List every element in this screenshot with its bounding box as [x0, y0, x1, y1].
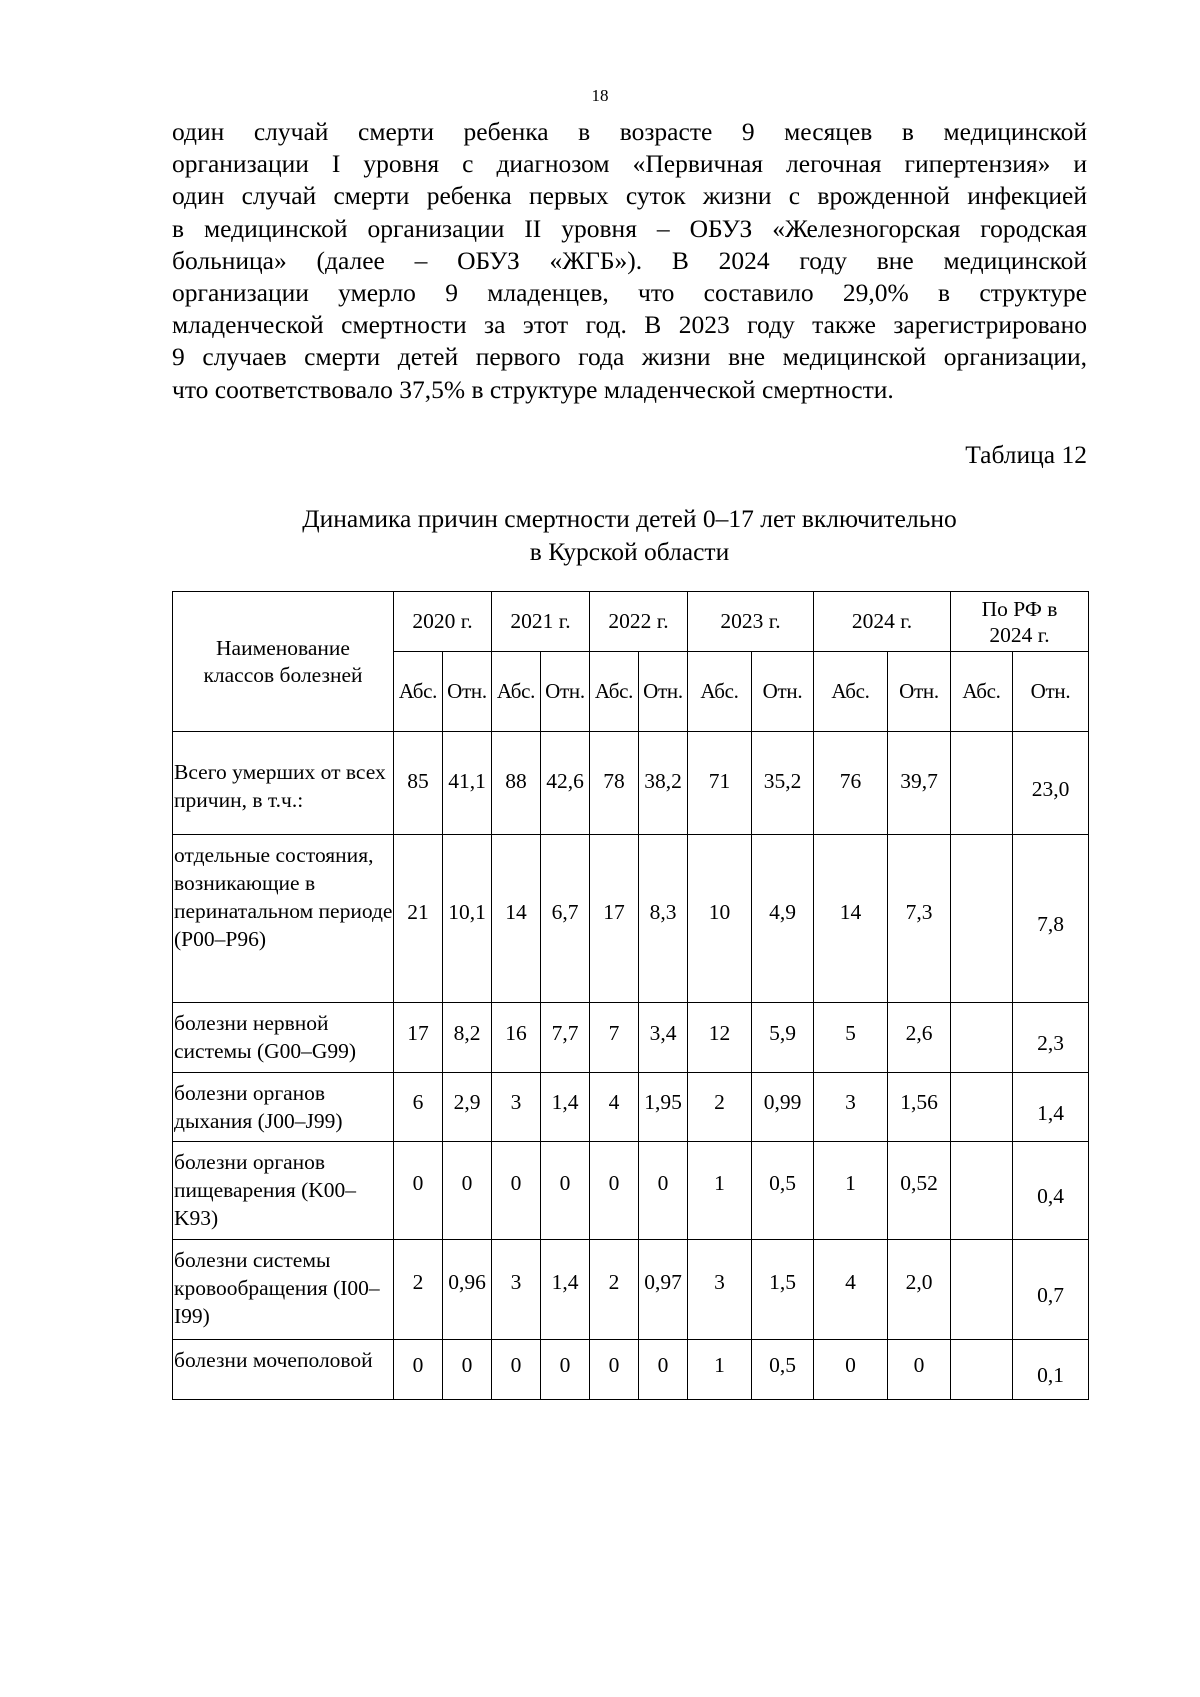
table-cell: 3 [688, 1240, 752, 1340]
paragraph-line: 9 случаев смерти детей первого года жизни вне медицинской организации, [172, 342, 1087, 372]
table-cell: 35,2 [752, 732, 814, 835]
table-cell: 0 [443, 1142, 492, 1240]
column-header-year: По РФ в 2024 г. [951, 592, 1089, 652]
table-cell: 0 [443, 1340, 492, 1400]
table-cell: 0,97 [639, 1240, 688, 1340]
table-cell: 8,3 [639, 835, 688, 1003]
table-cell: 10,1 [443, 835, 492, 1003]
table-cell: 85 [394, 732, 443, 835]
table-cell [951, 1003, 1013, 1073]
column-subheader: Абс. [951, 652, 1013, 732]
table-row [173, 1073, 1089, 1142]
table-title-line: в Курской области [529, 537, 730, 566]
table-cell: 0,99 [752, 1073, 814, 1142]
table-cell: 1,4 [1013, 1073, 1089, 1142]
table-cell: 8,2 [443, 1003, 492, 1073]
mortality-table [172, 591, 1089, 1400]
column-subheader: Отн. [1013, 652, 1089, 732]
column-subheader: Отн. [639, 652, 688, 732]
table-cell: 6,7 [541, 835, 590, 1003]
table-cell: 1,4 [541, 1073, 590, 1142]
table-cell: 38,2 [639, 732, 688, 835]
column-subheader: Абс. [590, 652, 639, 732]
table-cell: 42,6 [541, 732, 590, 835]
row-label: болезни системы кровообращения (I00–I99) [173, 1240, 394, 1340]
table-row [173, 732, 1089, 835]
table-cell: 2,6 [888, 1003, 951, 1073]
row-label: болезни мочеполовой [173, 1340, 394, 1400]
table-cell: 0,1 [1013, 1340, 1089, 1400]
table-cell: 0 [492, 1142, 541, 1240]
column-subheader: Отн. [752, 652, 814, 732]
table-cell: 76 [814, 732, 888, 835]
body-paragraph [172, 116, 1087, 406]
table-cell: 0,4 [1013, 1142, 1089, 1240]
column-header-year: 2021 г. [492, 592, 590, 652]
table-cell: 0 [814, 1340, 888, 1400]
table-cell: 0 [541, 1340, 590, 1400]
column-subheader: Абс. [492, 652, 541, 732]
table-cell [951, 835, 1013, 1003]
table-cell: 2,3 [1013, 1003, 1089, 1073]
column-header-year: 2023 г. [688, 592, 814, 652]
table-cell: 14 [492, 835, 541, 1003]
paragraph-line: что соответствовало 37,5% в структуре младенческой смертности. [172, 374, 894, 404]
paragraph-line: в медицинской организации II уровня – ОБУЗ «Железногорская городская [172, 213, 1087, 243]
column-subheader: Отн. [888, 652, 951, 732]
table-cell: 0 [639, 1142, 688, 1240]
table-cell: 0 [639, 1340, 688, 1400]
table-row [173, 1142, 1089, 1240]
table-row [173, 835, 1089, 1003]
table-cell: 16 [492, 1003, 541, 1073]
table-cell: 1 [688, 1142, 752, 1240]
paragraph-line: один случай смерти ребенка первых суток жизни с врожденной инфекцией [172, 181, 1087, 211]
table-cell: 3,4 [639, 1003, 688, 1073]
table-label: Таблица 12 [965, 440, 1087, 469]
table-cell: 1,5 [752, 1240, 814, 1340]
table-cell: 0 [590, 1340, 639, 1400]
table-cell: 5 [814, 1003, 888, 1073]
column-subheader: Абс. [688, 652, 752, 732]
table-cell: 0,52 [888, 1142, 951, 1240]
table-cell: 14 [814, 835, 888, 1003]
column-header-name: Наименование классов болезней [173, 592, 394, 732]
table-cell: 23,0 [1013, 732, 1089, 835]
page-number: 18 [591, 86, 609, 105]
table-cell: 0 [492, 1340, 541, 1400]
table-title [172, 502, 1087, 568]
table-cell: 0,5 [752, 1142, 814, 1240]
paragraph-line: организации I уровня с диагнозом «Первичная легочная гипертензия» и [172, 149, 1087, 179]
table-cell: 3 [814, 1073, 888, 1142]
table-cell: 17 [394, 1003, 443, 1073]
table-cell: 5,9 [752, 1003, 814, 1073]
table-cell: 21 [394, 835, 443, 1003]
table-cell: 41,1 [443, 732, 492, 835]
table-cell: 3 [492, 1073, 541, 1142]
row-label: Всего умерших от всех причин, в т.ч.: [173, 732, 394, 835]
table-cell: 1,95 [639, 1073, 688, 1142]
table-cell: 88 [492, 732, 541, 835]
column-subheader: Абс. [394, 652, 443, 732]
table-cell: 6 [394, 1073, 443, 1142]
table-cell: 1 [814, 1142, 888, 1240]
table-cell [951, 1073, 1013, 1142]
table-cell: 4 [814, 1240, 888, 1340]
table-cell: 12 [688, 1003, 752, 1073]
column-subheader: Отн. [443, 652, 492, 732]
table-cell: 1 [688, 1340, 752, 1400]
table-cell: 0,7 [1013, 1240, 1089, 1340]
table-cell [951, 1240, 1013, 1340]
table-cell: 2 [688, 1073, 752, 1142]
paragraph-line: один случай смерти ребенка в возрасте 9 месяцев в медицинской [172, 117, 1087, 146]
table-cell: 0 [888, 1340, 951, 1400]
table-title-line: Динамика причин смертности детей 0–17 лет включительно [302, 504, 957, 533]
table-cell: 0,96 [443, 1240, 492, 1340]
paragraph-line: младенческой смертности за этот год. В 2023 году также зарегистрировано [172, 310, 1087, 340]
table-cell: 2 [590, 1240, 639, 1340]
table-cell: 1,4 [541, 1240, 590, 1340]
table-cell: 17 [590, 835, 639, 1003]
table-cell: 0,5 [752, 1340, 814, 1400]
table-cell: 0 [590, 1142, 639, 1240]
row-label: болезни нервной системы (G00–G99) [173, 1003, 394, 1073]
table-cell: 7,3 [888, 835, 951, 1003]
column-subheader: Отн. [541, 652, 590, 732]
row-label: отдельные состояния, возникающие в перинатальном периоде (P00–P96) [173, 835, 394, 1003]
table-cell: 2,0 [888, 1240, 951, 1340]
row-label: болезни органов пищеварения (K00–K93) [173, 1142, 394, 1240]
table-cell: 78 [590, 732, 639, 835]
table-cell: 0 [394, 1340, 443, 1400]
row-label: болезни органов дыхания (J00–J99) [173, 1073, 394, 1142]
table-cell: 4 [590, 1073, 639, 1142]
paragraph-line: организации умерло 9 младенцев, что составило 29,0% в структуре [172, 278, 1087, 308]
paragraph-line: больница» (далее – ОБУЗ «ЖГБ»). В 2024 году вне медицинской [172, 245, 1087, 275]
table-cell: 0 [541, 1142, 590, 1240]
table-cell: 2 [394, 1240, 443, 1340]
table-cell [951, 1142, 1013, 1240]
table-cell: 7 [590, 1003, 639, 1073]
table-cell: 1,56 [888, 1073, 951, 1142]
column-header-year: 2022 г. [590, 592, 688, 652]
table-row [173, 1240, 1089, 1340]
column-header-year: 2020 г. [394, 592, 492, 652]
table-cell: 10 [688, 835, 752, 1003]
table-cell: 71 [688, 732, 752, 835]
column-header-year: 2024 г. [814, 592, 951, 652]
table-cell: 4,9 [752, 835, 814, 1003]
table-cell: 7,8 [1013, 835, 1089, 1003]
table-cell: 39,7 [888, 732, 951, 835]
table-cell: 7,7 [541, 1003, 590, 1073]
table-row [173, 1003, 1089, 1073]
table-row [173, 1340, 1089, 1400]
table-cell: 0 [394, 1142, 443, 1240]
table-cell [951, 1340, 1013, 1400]
table-cell [951, 732, 1013, 835]
table-cell: 3 [492, 1240, 541, 1340]
table-cell: 2,9 [443, 1073, 492, 1142]
column-subheader: Абс. [814, 652, 888, 732]
